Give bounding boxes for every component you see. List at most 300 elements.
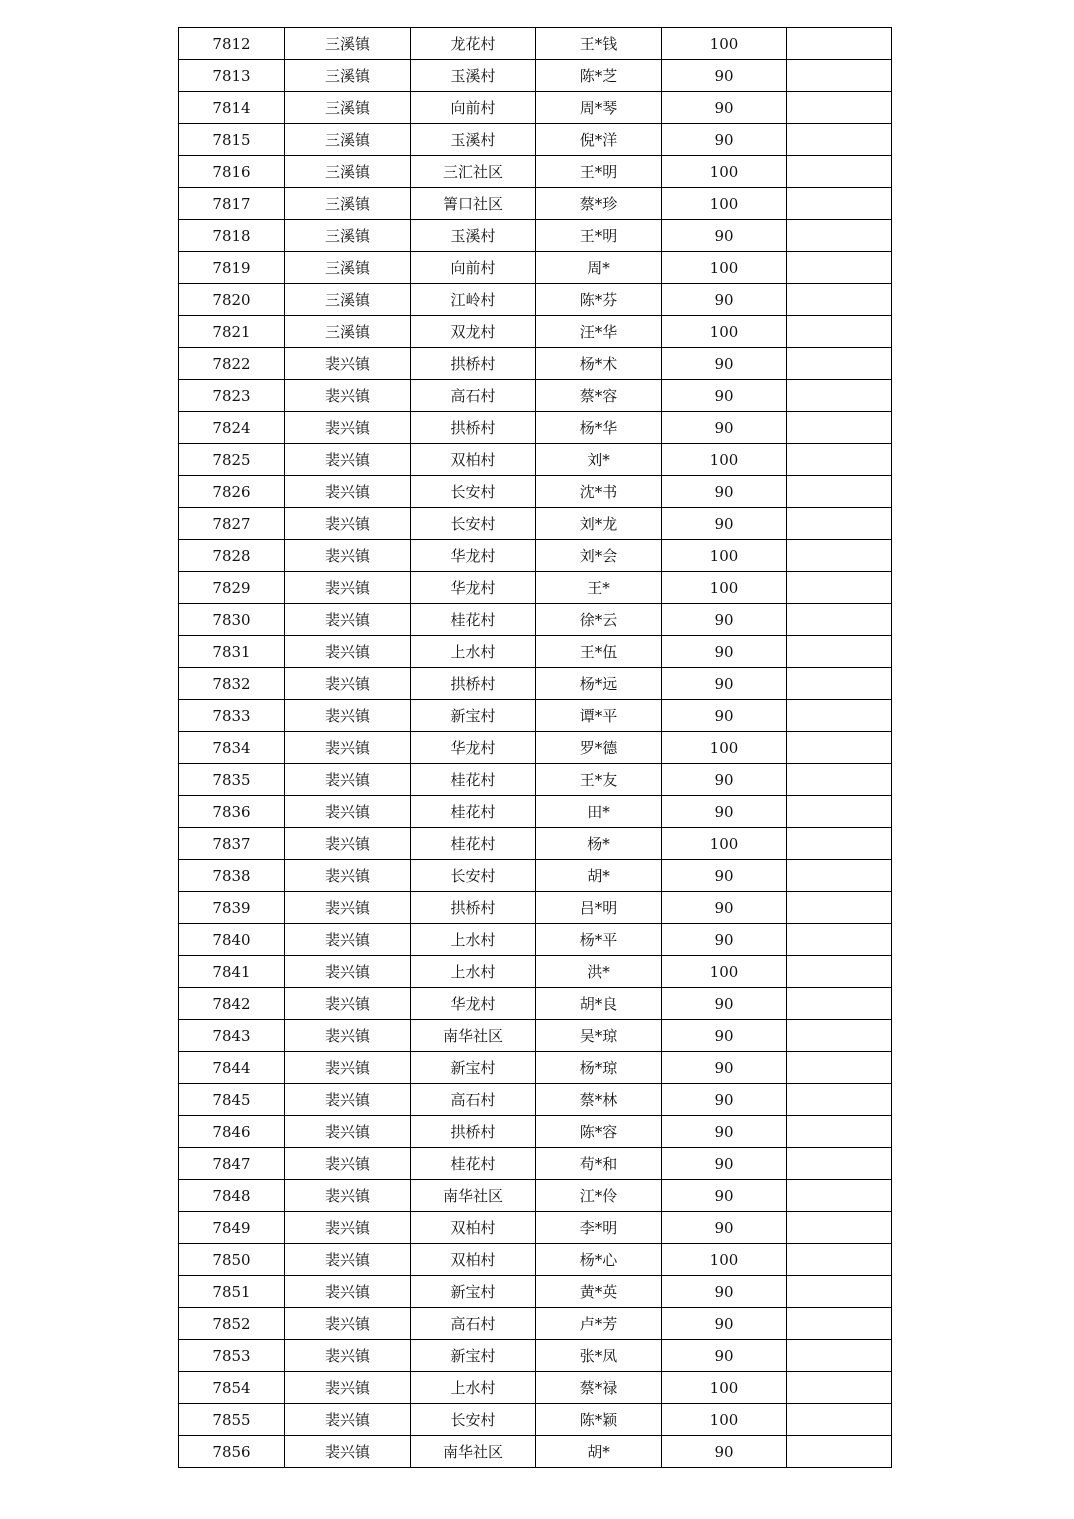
village-cell: 桂花村 — [411, 796, 536, 828]
note-cell — [787, 700, 892, 732]
table-row — [179, 1308, 892, 1340]
note-cell — [787, 604, 892, 636]
name-cell: 洪* — [536, 956, 662, 988]
name-cell: 杨*术 — [536, 348, 662, 380]
amount-cell: 100 — [662, 732, 787, 764]
table-row — [179, 1340, 892, 1372]
row-number-cell: 7847 — [179, 1148, 285, 1180]
note-cell — [787, 1308, 892, 1340]
table-row — [179, 956, 892, 988]
table-row — [179, 1212, 892, 1244]
note-cell — [787, 572, 892, 604]
town-cell: 裴兴镇 — [285, 796, 411, 828]
amount-cell: 90 — [662, 60, 787, 92]
row-number-cell: 7851 — [179, 1276, 285, 1308]
note-cell — [787, 732, 892, 764]
row-number-cell: 7845 — [179, 1084, 285, 1116]
name-cell: 王*明 — [536, 220, 662, 252]
row-number-cell: 7833 — [179, 700, 285, 732]
amount-cell: 90 — [662, 284, 787, 316]
town-cell: 裴兴镇 — [285, 860, 411, 892]
town-cell: 三溪镇 — [285, 124, 411, 156]
note-cell — [787, 380, 892, 412]
village-cell: 上水村 — [411, 1372, 536, 1404]
town-cell: 裴兴镇 — [285, 444, 411, 476]
row-number-cell: 7850 — [179, 1244, 285, 1276]
village-cell: 桂花村 — [411, 828, 536, 860]
amount-cell: 90 — [662, 700, 787, 732]
note-cell — [787, 956, 892, 988]
amount-cell: 100 — [662, 1244, 787, 1276]
roster-table — [178, 27, 892, 1468]
town-cell: 裴兴镇 — [285, 604, 411, 636]
village-cell: 桂花村 — [411, 604, 536, 636]
village-cell: 新宝村 — [411, 1276, 536, 1308]
note-cell — [787, 796, 892, 828]
amount-cell: 90 — [662, 860, 787, 892]
row-number-cell: 7815 — [179, 124, 285, 156]
table-row — [179, 604, 892, 636]
table-row — [179, 924, 892, 956]
row-number-cell: 7824 — [179, 412, 285, 444]
town-cell: 裴兴镇 — [285, 1404, 411, 1436]
town-cell: 裴兴镇 — [285, 764, 411, 796]
amount-cell: 100 — [662, 828, 787, 860]
name-cell: 陈*容 — [536, 1116, 662, 1148]
village-cell: 新宝村 — [411, 1340, 536, 1372]
row-number-cell: 7838 — [179, 860, 285, 892]
note-cell — [787, 1148, 892, 1180]
amount-cell: 100 — [662, 1372, 787, 1404]
table-row — [179, 764, 892, 796]
note-cell — [787, 444, 892, 476]
name-cell: 刘* — [536, 444, 662, 476]
table-row — [179, 476, 892, 508]
table-row — [179, 700, 892, 732]
table-row — [179, 348, 892, 380]
amount-cell: 90 — [662, 1212, 787, 1244]
town-cell: 裴兴镇 — [285, 1084, 411, 1116]
amount-cell: 90 — [662, 796, 787, 828]
row-number-cell: 7840 — [179, 924, 285, 956]
town-cell: 三溪镇 — [285, 188, 411, 220]
town-cell: 裴兴镇 — [285, 1436, 411, 1468]
table-row — [179, 156, 892, 188]
village-cell: 长安村 — [411, 860, 536, 892]
row-number-cell: 7826 — [179, 476, 285, 508]
note-cell — [787, 636, 892, 668]
name-cell: 杨*远 — [536, 668, 662, 700]
amount-cell: 90 — [662, 1084, 787, 1116]
table-row — [179, 860, 892, 892]
town-cell: 三溪镇 — [285, 92, 411, 124]
note-cell — [787, 1020, 892, 1052]
amount-cell: 100 — [662, 28, 787, 60]
name-cell: 刘*会 — [536, 540, 662, 572]
town-cell: 裴兴镇 — [285, 476, 411, 508]
town-cell: 裴兴镇 — [285, 572, 411, 604]
town-cell: 裴兴镇 — [285, 732, 411, 764]
town-cell: 三溪镇 — [285, 252, 411, 284]
amount-cell: 90 — [662, 1116, 787, 1148]
amount-cell: 90 — [662, 1276, 787, 1308]
note-cell — [787, 316, 892, 348]
village-cell: 拱桥村 — [411, 412, 536, 444]
name-cell: 江*伶 — [536, 1180, 662, 1212]
town-cell: 裴兴镇 — [285, 1308, 411, 1340]
village-cell: 拱桥村 — [411, 892, 536, 924]
row-number-cell: 7831 — [179, 636, 285, 668]
name-cell: 胡*良 — [536, 988, 662, 1020]
amount-cell: 90 — [662, 1180, 787, 1212]
village-cell: 玉溪村 — [411, 60, 536, 92]
village-cell: 华龙村 — [411, 988, 536, 1020]
row-number-cell: 7836 — [179, 796, 285, 828]
table-row — [179, 668, 892, 700]
village-cell: 双龙村 — [411, 316, 536, 348]
town-cell: 裴兴镇 — [285, 668, 411, 700]
village-cell: 桂花村 — [411, 1148, 536, 1180]
name-cell: 陈*芝 — [536, 60, 662, 92]
name-cell: 田* — [536, 796, 662, 828]
town-cell: 三溪镇 — [285, 156, 411, 188]
village-cell: 长安村 — [411, 476, 536, 508]
row-number-cell: 7837 — [179, 828, 285, 860]
note-cell — [787, 1436, 892, 1468]
note-cell — [787, 540, 892, 572]
name-cell: 王*明 — [536, 156, 662, 188]
row-number-cell: 7823 — [179, 380, 285, 412]
row-number-cell: 7825 — [179, 444, 285, 476]
amount-cell: 90 — [662, 988, 787, 1020]
row-number-cell: 7854 — [179, 1372, 285, 1404]
table-row — [179, 1244, 892, 1276]
note-cell — [787, 156, 892, 188]
note-cell — [787, 764, 892, 796]
table-row — [179, 508, 892, 540]
table-row — [179, 1404, 892, 1436]
row-number-cell: 7852 — [179, 1308, 285, 1340]
note-cell — [787, 1116, 892, 1148]
amount-cell: 90 — [662, 508, 787, 540]
table-row — [179, 1148, 892, 1180]
row-number-cell: 7843 — [179, 1020, 285, 1052]
village-cell: 新宝村 — [411, 1052, 536, 1084]
note-cell — [787, 860, 892, 892]
row-number-cell: 7830 — [179, 604, 285, 636]
table-row — [179, 188, 892, 220]
table-row — [179, 380, 892, 412]
amount-cell: 90 — [662, 92, 787, 124]
name-cell: 王*钱 — [536, 28, 662, 60]
amount-cell: 90 — [662, 380, 787, 412]
amount-cell: 90 — [662, 1436, 787, 1468]
table-row — [179, 1436, 892, 1468]
village-cell: 向前村 — [411, 92, 536, 124]
town-cell: 裴兴镇 — [285, 892, 411, 924]
table-row — [179, 892, 892, 924]
village-cell: 华龙村 — [411, 572, 536, 604]
town-cell: 裴兴镇 — [285, 956, 411, 988]
amount-cell: 100 — [662, 572, 787, 604]
row-number-cell: 7821 — [179, 316, 285, 348]
town-cell: 裴兴镇 — [285, 1116, 411, 1148]
name-cell: 谭*平 — [536, 700, 662, 732]
note-cell — [787, 220, 892, 252]
name-cell: 蔡*禄 — [536, 1372, 662, 1404]
town-cell: 裴兴镇 — [285, 636, 411, 668]
town-cell: 裴兴镇 — [285, 1180, 411, 1212]
town-cell: 三溪镇 — [285, 60, 411, 92]
note-cell — [787, 284, 892, 316]
name-cell: 杨*琼 — [536, 1052, 662, 1084]
table-row — [179, 540, 892, 572]
table-row — [179, 1116, 892, 1148]
village-cell: 上水村 — [411, 636, 536, 668]
table-row — [179, 252, 892, 284]
note-cell — [787, 92, 892, 124]
amount-cell: 90 — [662, 348, 787, 380]
row-number-cell: 7829 — [179, 572, 285, 604]
name-cell: 杨*华 — [536, 412, 662, 444]
town-cell: 裴兴镇 — [285, 380, 411, 412]
town-cell: 裴兴镇 — [285, 348, 411, 380]
amount-cell: 100 — [662, 156, 787, 188]
table-row — [179, 1084, 892, 1116]
village-cell: 龙花村 — [411, 28, 536, 60]
town-cell: 裴兴镇 — [285, 988, 411, 1020]
town-cell: 三溪镇 — [285, 316, 411, 348]
town-cell: 三溪镇 — [285, 220, 411, 252]
village-cell: 高石村 — [411, 1084, 536, 1116]
name-cell: 黄*英 — [536, 1276, 662, 1308]
row-number-cell: 7849 — [179, 1212, 285, 1244]
town-cell: 裴兴镇 — [285, 700, 411, 732]
amount-cell: 100 — [662, 956, 787, 988]
amount-cell: 90 — [662, 668, 787, 700]
name-cell: 卢*芳 — [536, 1308, 662, 1340]
amount-cell: 100 — [662, 540, 787, 572]
town-cell: 裴兴镇 — [285, 1372, 411, 1404]
town-cell: 三溪镇 — [285, 284, 411, 316]
town-cell: 裴兴镇 — [285, 508, 411, 540]
name-cell: 周*琴 — [536, 92, 662, 124]
name-cell: 张*凤 — [536, 1340, 662, 1372]
village-cell: 箐口社区 — [411, 188, 536, 220]
amount-cell: 100 — [662, 444, 787, 476]
town-cell: 裴兴镇 — [285, 1276, 411, 1308]
amount-cell: 90 — [662, 1308, 787, 1340]
village-cell: 华龙村 — [411, 540, 536, 572]
note-cell — [787, 828, 892, 860]
amount-cell: 90 — [662, 1020, 787, 1052]
name-cell: 杨*心 — [536, 1244, 662, 1276]
row-number-cell: 7819 — [179, 252, 285, 284]
amount-cell: 100 — [662, 1404, 787, 1436]
name-cell: 吴*琼 — [536, 1020, 662, 1052]
table-row — [179, 60, 892, 92]
row-number-cell: 7817 — [179, 188, 285, 220]
name-cell: 陈*芬 — [536, 284, 662, 316]
amount-cell: 90 — [662, 1052, 787, 1084]
note-cell — [787, 988, 892, 1020]
table-row — [179, 1276, 892, 1308]
table-row — [179, 28, 892, 60]
row-number-cell: 7848 — [179, 1180, 285, 1212]
village-cell: 长安村 — [411, 508, 536, 540]
name-cell: 吕*明 — [536, 892, 662, 924]
village-cell: 拱桥村 — [411, 1116, 536, 1148]
row-number-cell: 7814 — [179, 92, 285, 124]
amount-cell: 90 — [662, 220, 787, 252]
row-number-cell: 7827 — [179, 508, 285, 540]
village-cell: 江岭村 — [411, 284, 536, 316]
village-cell: 拱桥村 — [411, 348, 536, 380]
note-cell — [787, 508, 892, 540]
village-cell: 新宝村 — [411, 700, 536, 732]
note-cell — [787, 60, 892, 92]
row-number-cell: 7842 — [179, 988, 285, 1020]
village-cell: 华龙村 — [411, 732, 536, 764]
amount-cell: 100 — [662, 252, 787, 284]
name-cell: 蔡*容 — [536, 380, 662, 412]
village-cell: 三汇社区 — [411, 156, 536, 188]
town-cell: 裴兴镇 — [285, 412, 411, 444]
name-cell: 倪*洋 — [536, 124, 662, 156]
amount-cell: 90 — [662, 604, 787, 636]
amount-cell: 90 — [662, 924, 787, 956]
name-cell: 周* — [536, 252, 662, 284]
town-cell: 裴兴镇 — [285, 1212, 411, 1244]
note-cell — [787, 1372, 892, 1404]
village-cell: 上水村 — [411, 956, 536, 988]
town-cell: 裴兴镇 — [285, 540, 411, 572]
table-row — [179, 988, 892, 1020]
amount-cell: 90 — [662, 1148, 787, 1180]
village-cell: 玉溪村 — [411, 124, 536, 156]
village-cell: 双柏村 — [411, 444, 536, 476]
name-cell: 蔡*林 — [536, 1084, 662, 1116]
town-cell: 裴兴镇 — [285, 924, 411, 956]
amount-cell: 100 — [662, 188, 787, 220]
amount-cell: 90 — [662, 476, 787, 508]
note-cell — [787, 924, 892, 956]
name-cell: 胡* — [536, 1436, 662, 1468]
roster-table-body — [179, 28, 892, 1468]
row-number-cell: 7834 — [179, 732, 285, 764]
name-cell: 杨*平 — [536, 924, 662, 956]
town-cell: 裴兴镇 — [285, 1020, 411, 1052]
note-cell — [787, 1276, 892, 1308]
note-cell — [787, 124, 892, 156]
village-cell: 玉溪村 — [411, 220, 536, 252]
row-number-cell: 7835 — [179, 764, 285, 796]
name-cell: 杨* — [536, 828, 662, 860]
note-cell — [787, 1052, 892, 1084]
note-cell — [787, 28, 892, 60]
table-row — [179, 444, 892, 476]
table-row — [179, 732, 892, 764]
table-row — [179, 220, 892, 252]
row-number-cell: 7839 — [179, 892, 285, 924]
row-number-cell: 7832 — [179, 668, 285, 700]
amount-cell: 90 — [662, 764, 787, 796]
note-cell — [787, 348, 892, 380]
village-cell: 南华社区 — [411, 1436, 536, 1468]
village-cell: 南华社区 — [411, 1020, 536, 1052]
table-row — [179, 316, 892, 348]
table-row — [179, 92, 892, 124]
town-cell: 裴兴镇 — [285, 1148, 411, 1180]
table-row — [179, 828, 892, 860]
table-row — [179, 796, 892, 828]
row-number-cell: 7853 — [179, 1340, 285, 1372]
row-number-cell: 7855 — [179, 1404, 285, 1436]
village-cell: 高石村 — [411, 380, 536, 412]
note-cell — [787, 252, 892, 284]
table-row — [179, 1180, 892, 1212]
note-cell — [787, 1244, 892, 1276]
amount-cell: 90 — [662, 892, 787, 924]
name-cell: 沈*书 — [536, 476, 662, 508]
name-cell: 徐*云 — [536, 604, 662, 636]
name-cell: 刘*龙 — [536, 508, 662, 540]
row-number-cell: 7856 — [179, 1436, 285, 1468]
note-cell — [787, 188, 892, 220]
row-number-cell: 7812 — [179, 28, 285, 60]
amount-cell: 100 — [662, 316, 787, 348]
name-cell: 蔡*珍 — [536, 188, 662, 220]
town-cell: 裴兴镇 — [285, 828, 411, 860]
name-cell: 李*明 — [536, 1212, 662, 1244]
row-number-cell: 7822 — [179, 348, 285, 380]
town-cell: 裴兴镇 — [285, 1052, 411, 1084]
town-cell: 三溪镇 — [285, 28, 411, 60]
row-number-cell: 7816 — [179, 156, 285, 188]
name-cell: 王* — [536, 572, 662, 604]
table-row — [179, 1372, 892, 1404]
row-number-cell: 7841 — [179, 956, 285, 988]
note-cell — [787, 892, 892, 924]
row-number-cell: 7818 — [179, 220, 285, 252]
name-cell: 罗*德 — [536, 732, 662, 764]
note-cell — [787, 1404, 892, 1436]
village-cell: 拱桥村 — [411, 668, 536, 700]
note-cell — [787, 1180, 892, 1212]
name-cell: 王*友 — [536, 764, 662, 796]
village-cell: 长安村 — [411, 1404, 536, 1436]
table-row — [179, 1020, 892, 1052]
town-cell: 裴兴镇 — [285, 1244, 411, 1276]
amount-cell: 90 — [662, 1340, 787, 1372]
name-cell: 陈*颖 — [536, 1404, 662, 1436]
note-cell — [787, 1212, 892, 1244]
amount-cell: 90 — [662, 636, 787, 668]
name-cell: 苟*和 — [536, 1148, 662, 1180]
amount-cell: 90 — [662, 412, 787, 444]
note-cell — [787, 1084, 892, 1116]
row-number-cell: 7813 — [179, 60, 285, 92]
table-row — [179, 412, 892, 444]
village-cell: 桂花村 — [411, 764, 536, 796]
village-cell: 上水村 — [411, 924, 536, 956]
table-row — [179, 572, 892, 604]
row-number-cell: 7828 — [179, 540, 285, 572]
village-cell: 向前村 — [411, 252, 536, 284]
village-cell: 双柏村 — [411, 1212, 536, 1244]
village-cell: 高石村 — [411, 1308, 536, 1340]
table-row — [179, 284, 892, 316]
